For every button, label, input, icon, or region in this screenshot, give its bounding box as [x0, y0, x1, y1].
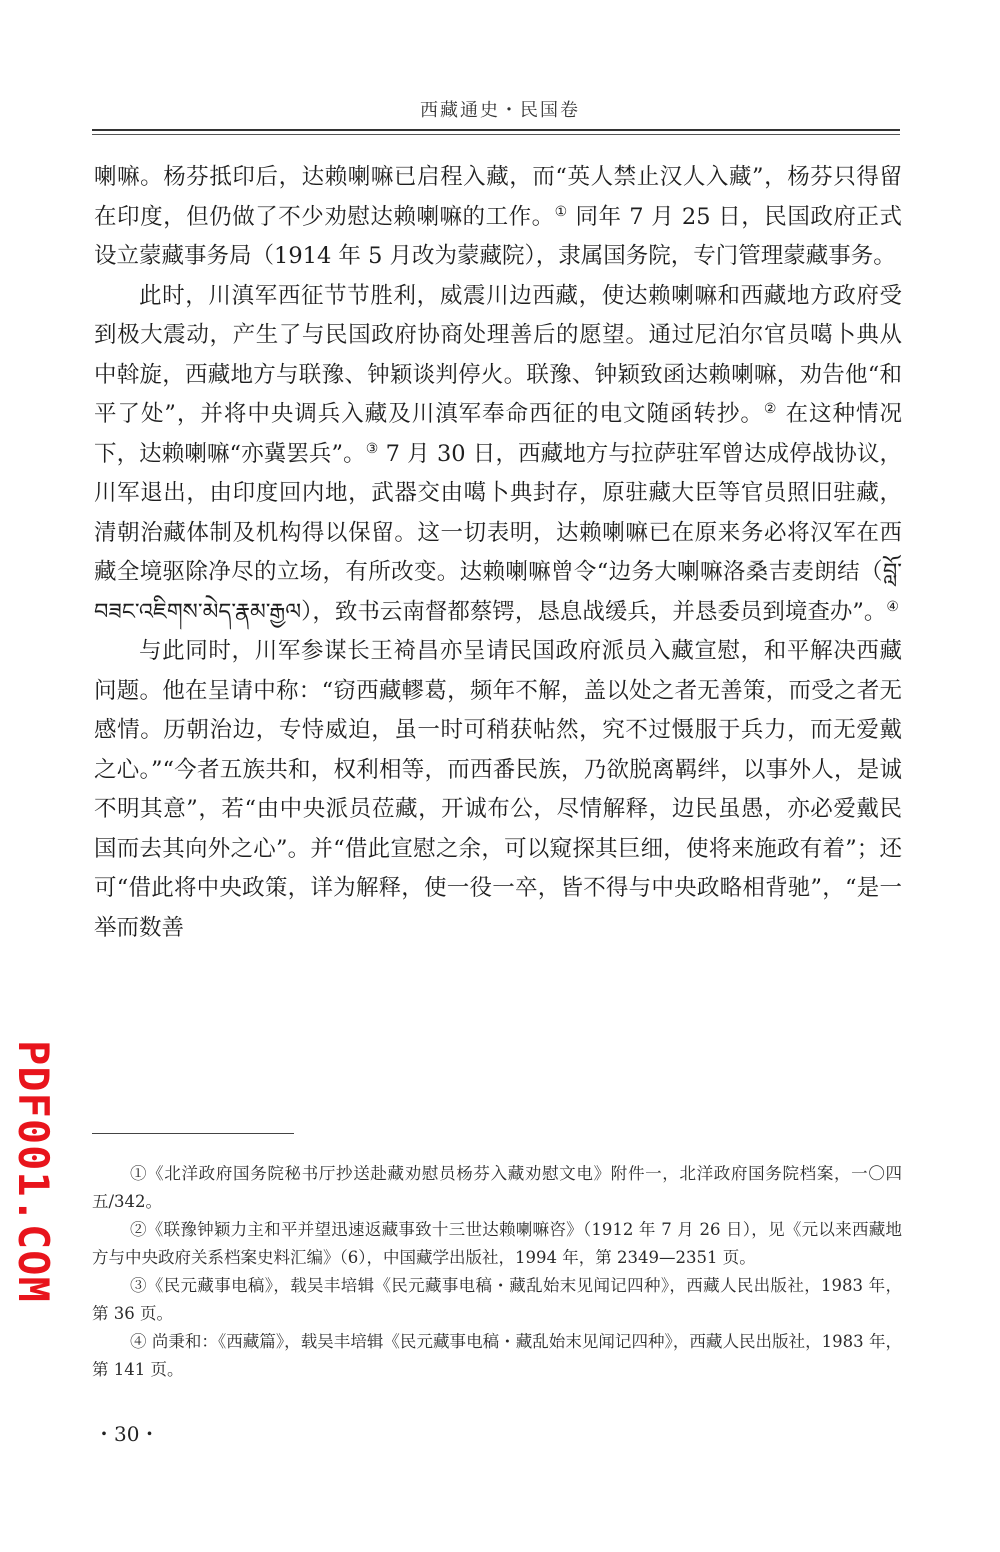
- paragraph-2-text-a: 此时，川滇军西征节节胜利，威震川边西藏，使达赖喇嘛和西藏地方政府受到极大震动，产生了与民国政府协商处理善后的愿望。通过尼泊尔官员噶卜典从中斡旋，西藏地方与联豫、钟颖谈判停火。联豫、钟颖致函达赖喇嘛，劝告他“和平了处”，并将中央调兵入藏及川滇军奉命西征的电文随函转抄。: [94, 282, 902, 427]
- watermark-text: PDF001.COM: [9, 1040, 58, 1303]
- footnote-3: ③《民元藏事电稿》，载吴丰培辑《民元藏事电稿・藏乱始末见闻记四种》，西藏人民出版社，1983 年，第 36 页。: [92, 1276, 902, 1323]
- footnote-1: ①《北洋政府国务院秘书厅抄送赴藏劝慰员杨芬入藏劝慰文电》附件一，北洋政府国务院档案，一〇四五/342。: [92, 1164, 902, 1211]
- header-rule-thin: [92, 134, 900, 135]
- body-text: [94, 158, 902, 948]
- footnote-2: ②《联豫钟颖力主和平并望迅速返藏事致十三世达赖喇嘛咨》（1912 年 7 月 26 日），见《元以来西藏地方与中央政府关系档案史料汇编》（6），中国藏学出版社，1994 年，第 2349—2351 页。: [92, 1220, 902, 1267]
- footnote-ref-3[interactable]: ③: [365, 440, 379, 457]
- footnote-ref-4[interactable]: ④: [886, 598, 899, 615]
- footnote-ref-1[interactable]: ①: [554, 203, 568, 220]
- paragraph-2-text-c: 7 月 30 日，西藏地方与拉萨驻军曾达成停战协议，川军退出，由印度回内地，武器交由噶卜典封存，原驻藏大臣等官员照旧驻藏，清朝治藏体制及机构得以保留。这一切表明，达赖喇嘛已在原来务必将汉军在西藏全境驱除净尽的立场，有所改变。达赖喇嘛曾令“边务大喇嘛洛桑吉麦朗结（བློ་བཟང་འཇིགས་མེད་རྣམ་རྒྱལ），致书云南督都蔡锷，恳息战缓兵，并恳委员到境查办”。: [94, 440, 902, 625]
- page-number: ・30・: [94, 1422, 160, 1446]
- footnote-separator: [92, 1133, 294, 1134]
- paragraph-1-text-a: 喇嘛。杨芬抵印后，达赖喇嘛已启程入藏，而“英人禁止汉人入藏”，杨芬只得留在印度，但仍做了不少劝慰达赖喇嘛的工作。: [94, 164, 902, 230]
- paragraph-3-text: 与此同时，川军参谋长王裿昌亦呈请民国政府派员入藏宣慰，和平解决西藏问题。他在呈请中称：“窃西藏轇葛，频年不解，盖以处之者无善策，而受之者无感情。历朝治边，专恃威迫，虽一时可稍获帖然，究不过慑服于兵力，而无爱戴之心。”“今者五族共和，权利相等，而西番民族，乃欲脱离羁绊，以事外人，是诚不明其意”，若“由中央派员莅藏，开诚布公，尽情解释，边民虽愚，亦必爱戴民国而去其向外之心”。并“借此宣慰之余，可以窥探其巨细，使将来施政有着”；还可“借此将中央政策，详为解释，使一役一卒，皆不得与中央政略相背驰”，“是一举而数善: [94, 638, 902, 941]
- footnote-4: ④ 尚秉和：《西藏篇》，载吴丰培辑《民元藏事电稿・藏乱始末见闻记四种》，西藏人民出版社，1983 年，第 141 页。: [92, 1332, 902, 1379]
- footnotes: [92, 1160, 902, 1384]
- paragraph-3: [94, 632, 902, 948]
- paragraph-2-text-b: 在这种情况下，达赖喇嘛“亦冀罢兵”。: [94, 401, 902, 467]
- paragraph-2: [94, 277, 902, 633]
- running-header-title: 西藏通史・民国卷: [420, 100, 580, 121]
- header-rule-thick: [92, 129, 900, 131]
- paragraph-1-text-b: 同年 7 月 25 日，民国政府正式设立蒙藏事务局（1914 年 5 月改为蒙藏院），隶属国务院，专门管理蒙藏事务。: [94, 203, 902, 269]
- paragraph-1: [94, 158, 902, 277]
- footnote-ref-2[interactable]: ②: [763, 401, 778, 417]
